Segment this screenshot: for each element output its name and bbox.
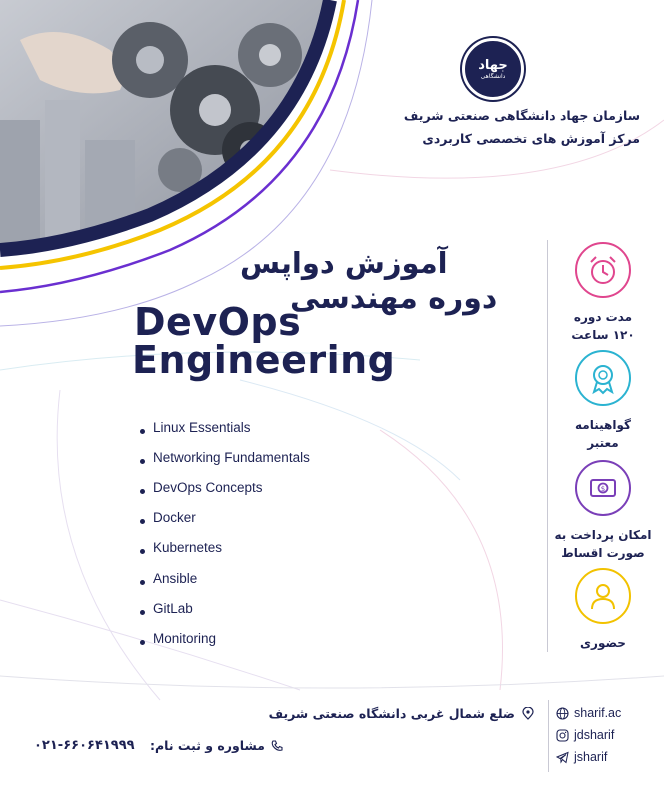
list-item: Docker (140, 503, 310, 533)
footer-divider (548, 700, 549, 772)
feature-label: گواهینامه (575, 418, 631, 432)
list-item: Networking Fundamentals (140, 442, 310, 472)
logo-text: جهاد (478, 57, 508, 73)
bullet-icon (140, 519, 145, 524)
globe-icon (556, 707, 569, 720)
svg-text:$: $ (600, 485, 606, 493)
persian-title-line1: آموزش دواپس (240, 246, 448, 280)
telegram-icon (556, 751, 569, 764)
website-link[interactable]: sharif.ac (556, 702, 621, 724)
feature-certificate (550, 350, 656, 452)
list-item: Ansible (140, 563, 310, 593)
feature-installments (550, 460, 656, 562)
list-item: Kubernetes (140, 533, 310, 563)
bullet-icon (140, 549, 145, 554)
instagram-link[interactable]: jdsharif (556, 724, 621, 746)
feature-label: مدت دوره (573, 310, 633, 324)
english-title-line1: DevOps (134, 300, 302, 344)
persian-title-line2: دوره مهندسی (290, 281, 498, 316)
organization-name: سازمان جهاد دانشگاهی صنعتی شریف (403, 108, 640, 123)
registration-row (150, 738, 284, 753)
feature-divider (547, 240, 548, 652)
jahad-logo (462, 38, 524, 100)
address-text: ضلع شمال غربی دانشگاه صنعتی شریف (268, 706, 515, 721)
course-topics-list (140, 412, 310, 654)
feature-label: صورت اقساط (561, 546, 645, 560)
feature-label: ۱۲۰ ساعت (571, 328, 635, 342)
phone-icon (271, 739, 284, 752)
feature-label: معتبر (587, 436, 619, 450)
bullet-icon (140, 459, 145, 464)
instagram-icon (556, 729, 569, 742)
list-item: DevOps Concepts (140, 472, 310, 502)
feature-label: حضوری (580, 636, 626, 650)
registration-label: مشاوره و ثبت نام: (150, 738, 265, 753)
bullet-icon (140, 429, 145, 434)
organization-center: مرکز آموزش های تخصصی کاربردی (422, 131, 640, 146)
list-item: GitLab (140, 593, 310, 623)
telegram-link[interactable]: jsharif (556, 746, 621, 768)
list-item: Monitoring (140, 623, 310, 653)
certificate-badge-icon (575, 350, 631, 406)
person-icon (575, 568, 631, 624)
bullet-icon (140, 580, 145, 585)
alarm-clock-icon (575, 242, 631, 298)
money-icon (575, 460, 631, 516)
social-links (556, 702, 621, 768)
logo-subtext: دانشگاهی (480, 72, 506, 80)
feature-in-person (550, 568, 656, 652)
bullet-icon (140, 610, 145, 615)
bullet-icon (140, 489, 145, 494)
feature-duration (550, 242, 656, 344)
feature-label: امکان پرداخت به (554, 528, 652, 542)
bullet-icon (140, 640, 145, 645)
english-title-line2: Engineering (132, 338, 396, 382)
phone-number[interactable]: ۰۲۱-۶۶۰۶۴۱۹۹۹ (34, 738, 135, 753)
list-item: Linux Essentials (140, 412, 310, 442)
location-pin-icon (521, 707, 534, 720)
organization-block (340, 104, 640, 150)
address-row (269, 706, 534, 721)
